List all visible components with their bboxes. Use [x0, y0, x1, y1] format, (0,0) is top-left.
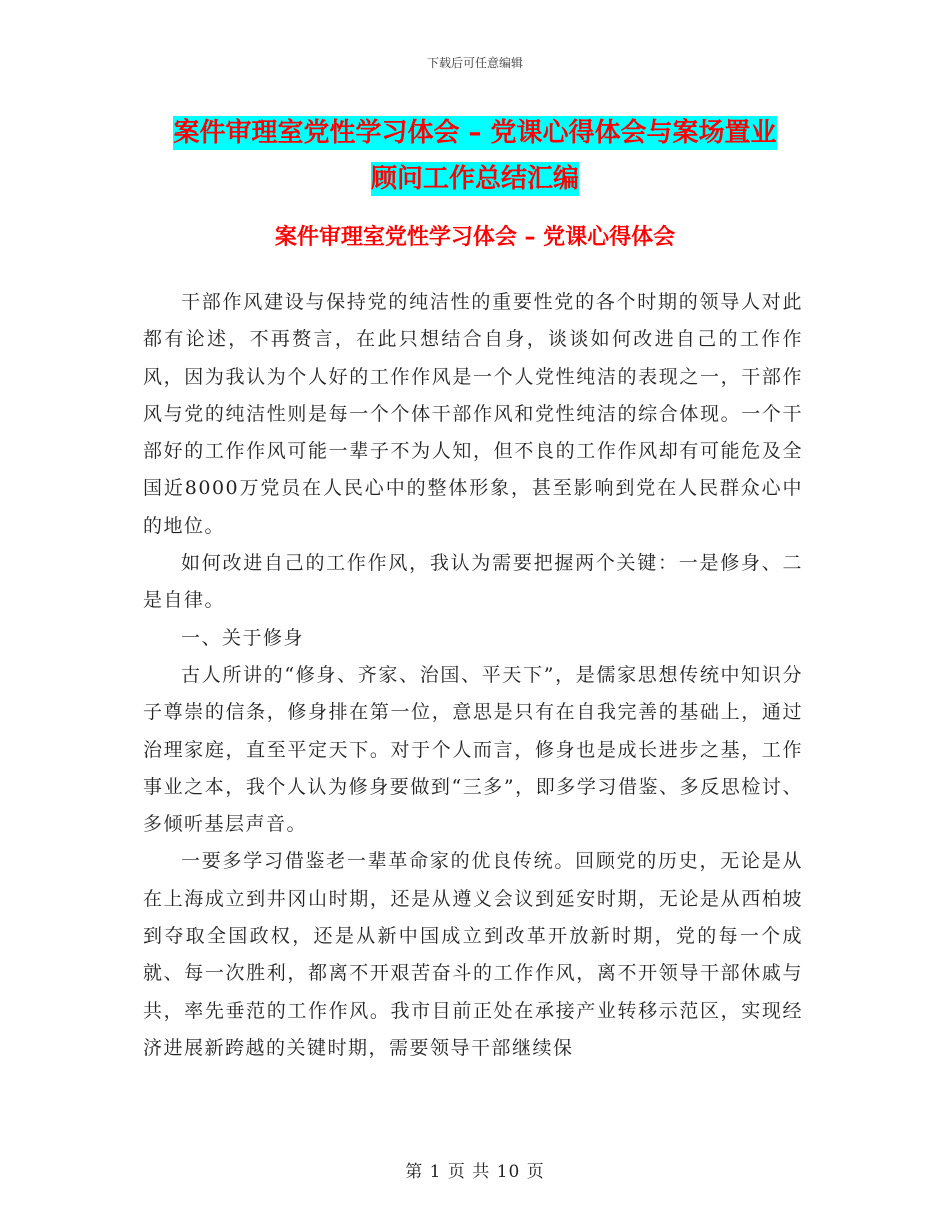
paragraph: 古人所讲的“修身、齐家、治国、平天下”，是儒家思想传统中知识分子尊崇的信条，修身排在第一位，意思是只有在自我完善的基础上，通过治理家庭，直至平定天下。对于个人而言，修身也是成长进步之基，工作事业之本，我个人认为修身要做到“三多”，即多学习借鉴、多反思检讨、多倾听基层声音。: [143, 663, 803, 836]
paragraph: 一要多学习借鉴老一辈革命家的优良传统。回顾党的历史，无论是从在上海成立到井冈山时期，还是从遵义会议到延安时期，无论是从西柏坡到夺取全国政权，还是从新中国成立到改革开放新时期，党的每一个成就、每一次胜利，都离不开艰苦奋斗的工作作风，离不开领导干部休戚与共，率先垂范的工作作风。我市目前正处在承接产业转移示范区，实现经济进展新跨越的关键时期，需要领导干部继续保: [143, 850, 803, 1059]
section-title: 案件审理室党性学习体会 – 党课心得体会: [274, 225, 676, 250]
paragraph: 如何改进自己的工作作风，我认为需要把握两个关键：一是修身、二是自律。: [143, 552, 803, 612]
body-text: [143, 284, 803, 1067]
document-title-line-1: 案件审理室党性学习体会 – 党课心得体会与案场置业: [173, 118, 777, 148]
document-title-line-2: 顾问工作总结汇编: [370, 164, 579, 194]
document-title: [140, 110, 810, 202]
paragraph: 一、关于修身: [181, 626, 305, 649]
paragraph: 干部作风建设与保持党的纯洁性的重要性党的各个时期的领导人对此都有论述，不再赘言，在此只想结合自身，谈谈如何改进自己的工作作风，因为我认为个人好的工作作风是一个人党性纯洁的表现之一，干部作风与党的纯洁性则是每一个个体干部作风和党性纯洁的综合体现。一个干部好的工作作风可能一辈子不为人知，但不良的工作作风却有可能危及全国近8000万党员在人民心中的整体形象，甚至影响到党在人民群众心中的地位。: [143, 291, 803, 537]
page-footer: 第 1 页 共 10 页: [405, 1162, 545, 1182]
header-note: 下载后可任意编辑: [426, 56, 523, 70]
